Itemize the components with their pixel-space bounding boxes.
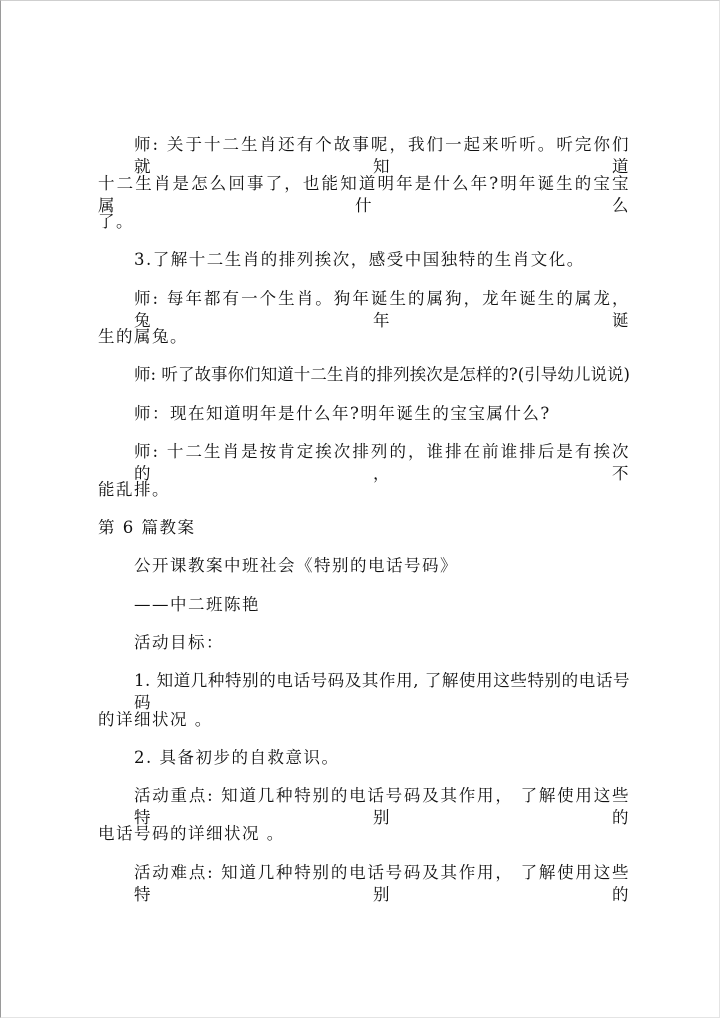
paragraph-line: 师：现在知道明年是什么年?明年诞生的宝宝属什么? [134, 404, 551, 423]
paragraph-line: 2. 具备初步的自救意识。 [134, 748, 340, 767]
paragraph-line: 电话号码的详细状况 。 [98, 824, 285, 843]
paragraph-line: 师: 关于十二生肖还有个故事呢，我们一起来听听。听完你们就知道 [134, 135, 630, 176]
paragraph-line: 师: 每年都有一个生肖。狗年诞生的属狗，龙年诞生的属龙，兔年诞 [134, 289, 630, 330]
section-heading: 活动目标： [134, 633, 224, 652]
paragraph-line: 生的属兔。 [98, 327, 188, 346]
author-line: ——中二班陈艳 [134, 595, 260, 614]
lesson-title: 公开课教案中班社会《特别的电话号码》 [134, 556, 458, 575]
paragraph-line: 师: 听了故事你们知道十二生肖的排列挨次是怎样的?(引导幼儿说说) [134, 365, 630, 384]
paragraph-line: 的详细状况 。 [98, 710, 213, 729]
paragraph-line: 活动难点: 知道几种特别的电话号码及其作用， 了解使用这些特别的 [134, 863, 630, 904]
paragraph-line: 十二生肖是怎么回事了，也能知道明年是什么年?明年诞生的宝宝属什么 [98, 174, 630, 215]
paragraph-line: 了。 [98, 212, 134, 231]
paragraph-line: 活动重点: 知道几种特别的电话号码及其作用， 了解使用这些特别的 [134, 786, 630, 827]
paragraph-line: 能乱排。 [98, 480, 170, 499]
chapter-heading: 第 6 篇教案 [98, 518, 196, 537]
section-heading: 3.了解十二生肖的排列挨次，感受中国独特的生肖文化。 [134, 250, 585, 269]
paragraph-line: 1. 知道几种特别的电话号码及其作用, 了解使用这些特别的电话号码 [134, 671, 630, 712]
paragraph-line: 师: 十二生肖是按肯定挨次排列的，谁排在前谁排后是有挨次的，不 [134, 442, 630, 483]
